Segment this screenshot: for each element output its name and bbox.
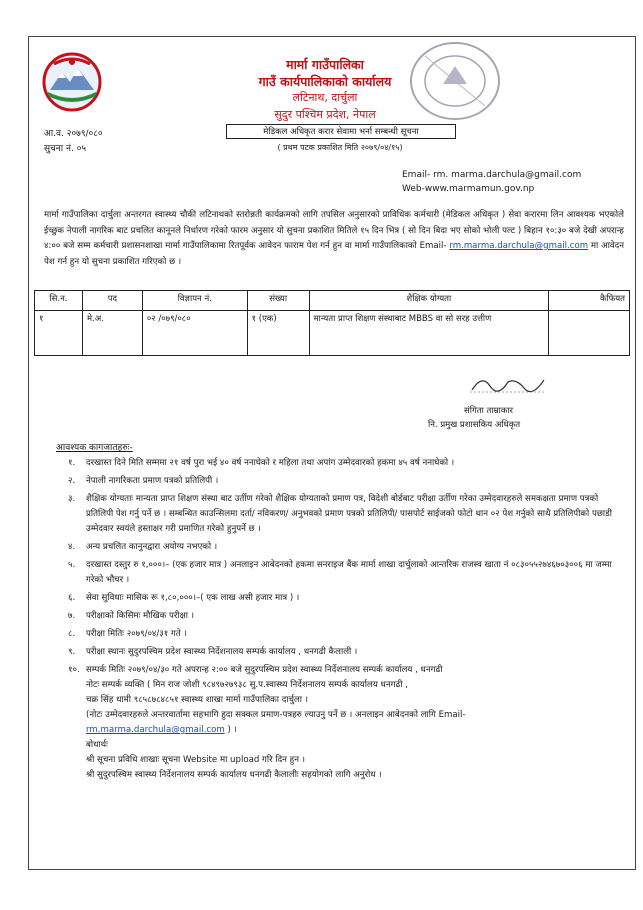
list-item: ९. परीक्षा स्थानः सुदुरपस्चिम प्रदेश स्वास्थ्य निर्देशनालय सम्पर्क कार्यालय , धनगढी कैलाली । xyxy=(68,647,358,657)
fiscal-year: आ.व. २०७९/०८० xyxy=(44,129,103,139)
list-item: ६. सेवा सुविधाः मासिक रू १,८०,०००।–( एक लाख असी हजार मात्र ) । xyxy=(68,593,300,603)
list-item: ५. दरखास्त दस्तुर रु १,०००।– (एक हजार मात्र ) अनलाइन आबेदनको हकमा सनराइज बैंक मार्मा शाखा दार्चुलाको आन्तरिक राजस्व खाता नं ०८३०५५२७४६७०३००६ मा जम्मा गरेको भौचर । xyxy=(68,560,612,585)
website: Web-www.marmamun.gov.np xyxy=(402,184,535,194)
contact-email: Email- rm. marma.darchula@gmail.com xyxy=(402,170,582,180)
note-email-link[interactable]: rm.marma.darchula@gmail.com xyxy=(86,725,225,735)
list-item: ४. अन्य प्रचलित कानुनद्वारा अयोग्य नभएको । xyxy=(68,542,218,552)
notice-body: मार्मा गाउँपालिका दार्चुला अन्तरगत स्वास्थ्य चौकी लटिनाथको स्तरोन्नती कार्यक्रमको लागि तपसिल अनुसारको प्राविधिक कर्मचारी (मेडिकल अधिकृत ) सेवा करारमा लिन आवश्यक भएकोले ईच्छुक नेपाली नागरिक बाट प्रचलित कानूनले निर्धारण गरेको फारम अनुसार यो सुचना प्रकाशित मितिले १५ दिन भित्र ( सो दिन बिदा भए सोको भोली पल्ट ) बिहान १०:३० बजे देखी अपरान्ह ४:०० बजे सम्म कर्मचारी प्रशासनशाखा मार्मा गाउँपालिकामा रितपूर्वक आवेदन फाराम पेश गर्न हुन वा मार्मा गाउँपालिकाको Email- rm.marma.darchula@gmail.com मा आवेदन पेश गर्न हुन यो सुचना प्रकाशित गरिएको छ । xyxy=(44,210,624,267)
province-name: सुदुर पश्चिम प्रदेश, नेपाल xyxy=(274,108,376,121)
col-post: पद xyxy=(82,291,142,311)
cell-qualification: मान्यता प्राप्त शिक्षण संस्थाबाट MBBS वा सो सरह उत्तीण xyxy=(309,311,549,356)
cc-line-1: श्री सूचना प्रविधि शाखाः सूचना Website मा upload गरि दिन हुन । xyxy=(86,755,305,765)
table-row xyxy=(35,311,630,356)
col-remarks: कैफियत xyxy=(549,291,630,311)
documents-heading: आवश्यक कागजातहरुः- xyxy=(56,443,133,453)
col-count: संख्या xyxy=(247,291,309,311)
signatory-name: संगिता ताम्राकार xyxy=(464,406,514,416)
col-ad-number: विज्ञापन नं. xyxy=(142,291,247,311)
publication-date: ( प्रथम पटक प्रकाशित मिति २०७९/०४/१५) xyxy=(277,143,403,152)
col-qualification: शैक्षिक योग्यता xyxy=(309,291,549,311)
cell-count: १ (एक) xyxy=(247,311,309,356)
contact-note-2: चक्र सिंह धामी ९८५८७८४८५१ स्वास्थ्य शाखा मार्मा गाउँपालिका दार्चुला । xyxy=(86,695,308,705)
notice-number: सुचना नं. ०५ xyxy=(44,144,87,154)
contact-note-1: नोटः सम्पर्क व्यक्ति ( मिन राज जोशी ९८४९७२७९३८ सु.प.स्वास्थ्य निर्देशनालय सम्पर्क कार्यालय धनगढी , xyxy=(86,680,408,690)
org-name: मार्मा गाउँपालिका xyxy=(286,57,364,72)
cell-serial: १ xyxy=(35,311,83,356)
notice-subject: मेडिकल अधिकृत करार सेवामा भर्ना सम्बन्धी सूचना xyxy=(226,124,456,139)
table-header-row xyxy=(35,291,630,311)
contact-note-3: (नोटः उम्मेदवारहरुले अन्तरवार्तामा सहभागि हुदा सक्कल प्रमाण-पत्रहरु ल्याउनु पर्ने छ । अनलाइन आबेदनको लागि Email- xyxy=(86,710,466,720)
signature-icon xyxy=(468,370,548,396)
office-name: गाउँ कार्यपालिकाको कार्यालय xyxy=(258,74,392,89)
list-item: ७. परीक्षाको किसिमः मौखिक परीक्षा । xyxy=(68,611,194,621)
vacancy-table xyxy=(34,290,630,356)
office-location: लटिनाथ, दार्चुला xyxy=(292,91,358,104)
note-email-line: rm.marma.darchula@gmail.com ) । xyxy=(86,725,237,735)
cell-ad-number: ०२ /०७९/०८० xyxy=(142,311,247,356)
cc-line-2: श्री सुदुरपस्चिम स्वास्थ्य निर्देशनालय सम्पर्क कार्यालय धनगढी कैलालीः सहयोगको लागि अनुरोध । xyxy=(86,770,382,780)
signatory-title: नि. प्रमुख प्रशासकिय अधिकृत xyxy=(428,420,521,430)
cell-post: मे.अ. xyxy=(82,311,142,356)
list-item: १. दरखास्त दिने मिति सम्ममा २१ वर्ष पुरा भई ४० वर्ष ननाघेको र महिला तथा अपांग उम्मेदवारको हकमा ४५ वर्ष ननाघेको । xyxy=(68,458,455,468)
requirements-list xyxy=(56,456,626,786)
list-item: १०. सम्पर्क मितिः २०७९/०४/३० गते अपरान्ह २:०० बजे सुदुरपस्चिम प्रदेश स्वास्थ्य निर्देशनालय सम्पर्क कार्यालय , धनगढी नोटः सम्पर्क व्यक्ति ( मिन राज जोशी ९८४९७२७९३८ सु.प.स्वास्थ्य निर्देशनालय सम्पर्क कार्यालय धनगढी , चक्र सिंह धामी ९८५८७८४८५१ स्वास्थ्य शाखा मार्मा गाउँपालिका दार्चुला । (नोटः उम्मेदवारहरुले अन्तरवार्तामा सहभागि हुदा सक्कल प्रमाण-पत्रहरु ल्याउनु पर्ने छ । अनलाइन आबेदनको लागि Email- rm.marma.darchula@gmail.com ) । बोधार्थः श्री सूचना प्रविधि शाखाः सूचना Website मा upload गरि दिन हुन । श्री सुदुरपस्चिम स्वास्थ्य निर्देशनालय सम्पर्क कार्यालय धनगढी कैलालीः सहयोगको लागि अनुरोध । xyxy=(56,663,626,783)
cc-heading: बोधार्थः xyxy=(86,740,108,750)
list-item: २. नेपाली नागरिकता प्रमाण पत्रको प्रतिलिपी । xyxy=(68,476,219,486)
email-link[interactable]: rm.marma.darchula@gmail.com xyxy=(449,241,589,251)
list-item: ८. परीक्षा मितिः २०७९/०४/३१ गते । xyxy=(68,629,187,639)
col-serial: सि.न. xyxy=(35,291,83,311)
cell-remarks xyxy=(549,311,630,356)
list-item: ३. शैक्षिक योग्यताः मान्यता प्राप्त शिक्षण संस्था बाट उर्तीण गरेको शैक्षिक योग्यताको प्रमाण पत्र, विदेशी बोर्डबाट परीक्षा उर्तीण गरेका उम्मेदवारहरुले समकक्षता प्रमाण पत्रको प्रतिलिपी पेश गर्नु पर्ने छ । सम्बन्धित काउन्सिलमा दर्ता/ नविकरण/ अनुभवको प्रमाण पत्रको प्रतिलिपी/ पासपोर्ट साईजको फोटो थान ०२ पेश गर्नुको साथै प्रतिलिपीको पछाडी उम्मेदवार स्वयंले हस्ताक्षर गरी प्रमाणित गरेको हुनुपर्ने छ । xyxy=(68,494,612,534)
nepal-emblem-icon xyxy=(40,50,104,114)
